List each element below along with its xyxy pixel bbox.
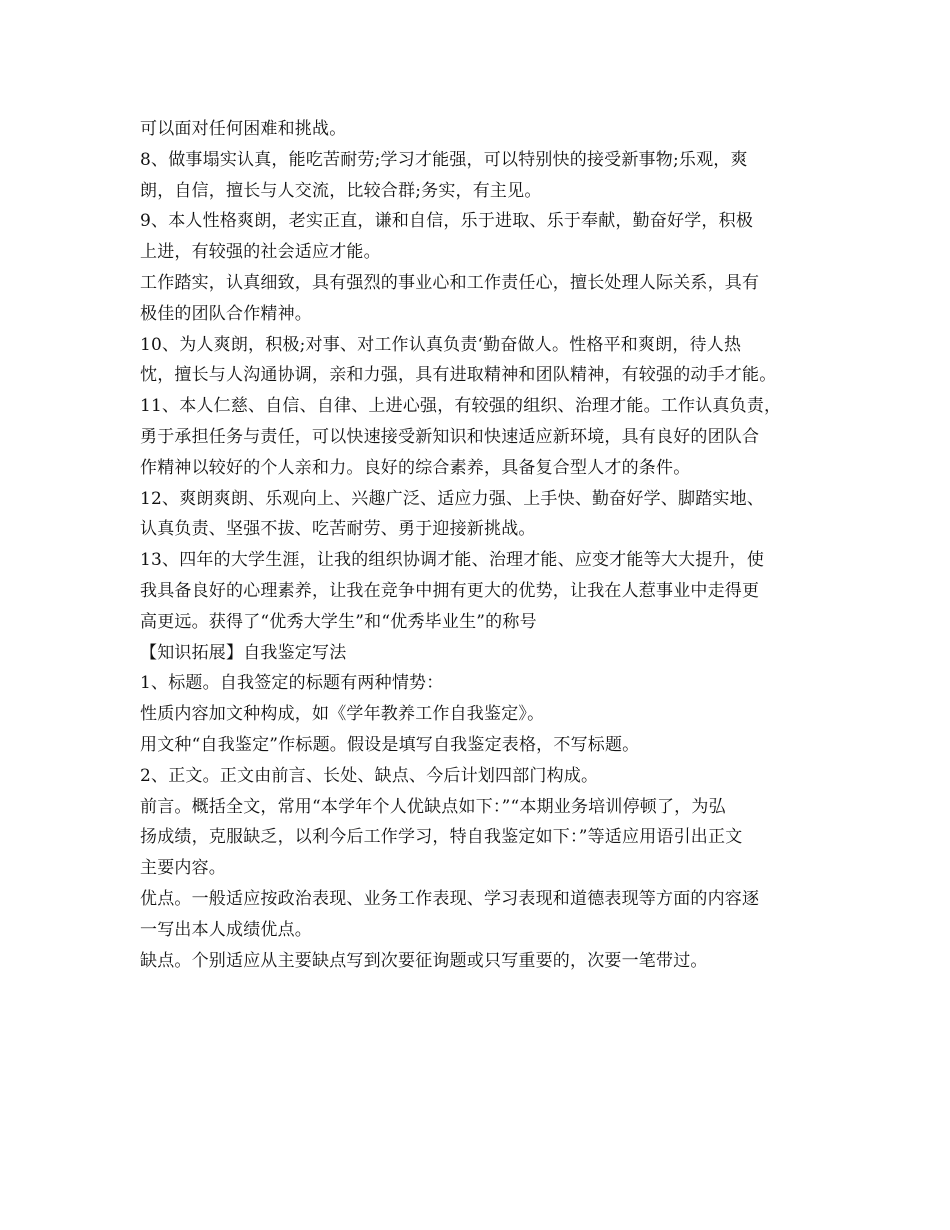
text-line: 2、正文。正文由前言、长处、缺点、今后计划四部门构成。 [140, 765, 599, 786]
text-line: 极佳的团队合作精神。 [140, 303, 312, 324]
text-line: 上进，有较强的社会适应才能。 [140, 242, 381, 263]
text-line: 10、为人爽朗，积极;对事、对工作认真负责‘勤奋做人。性格平和爽朗，待人热 [140, 334, 742, 355]
text-line: 忱，擅长与人沟通协调，亲和力强，具有进取精神和团队精神，有较强的动手才能。 [140, 365, 777, 386]
text-line: 用文种“自我鉴定”作标题。假设是填写自我鉴定表格，不写标题。 [140, 734, 640, 755]
text-line: 8、做事塌实认真，能吃苦耐劳;学习才能强，可以特别快的接受新事物;乐观，爽 [140, 149, 748, 170]
text-line: 主要内容。 [140, 858, 226, 879]
text-line: 我具备良好的心理素养，让我在竞争中拥有更大的优势，让我在人惹事业中走得更 [140, 580, 760, 601]
document-body [140, 114, 820, 976]
text-line: 认真负责、坚强不拔、吃苦耐劳、勇于迎接新挑战。 [140, 519, 536, 540]
text-line: 朗，自信，擅长与人交流，比较合群;务实，有主见。 [140, 180, 542, 201]
text-line: 前言。概括全文，常用“本学年个人优缺点如下：”“本期业务培训停顿了，为弘 [140, 796, 726, 817]
text-line: 11、本人仁慈、自信、自律、上进心强，有较强的组织、治理才能。工作认真负责， [140, 396, 782, 417]
text-line: 9、本人性格爽朗，老实正直，谦和自信，乐于进取、乐于奉献，勤奋好学，积极 [140, 211, 754, 232]
text-line: 优点。一般适应按政治表现、业务工作表现、学习表现和道德表现等方面的内容逐 [140, 888, 760, 909]
text-line: 勇于承担任务与责任，可以快速接受新知识和快速适应新环境，具有良好的团队合 [140, 426, 760, 447]
text-line: 12、爽朗爽朗、乐观向上、兴趣广泛、适应力强、上手快、勤奋好学、脚踏实地、 [140, 488, 765, 509]
text-line: 工作踏实，认真细致，具有强烈的事业心和工作责任心，擅长处理人际关系，具有 [140, 272, 760, 293]
text-line: 高更远。获得了“优秀大学生”和“优秀毕业生”的称号 [140, 611, 537, 632]
text-line: 性质内容加文种构成，如《学年教养工作自我鉴定》。 [140, 704, 545, 725]
text-line: 作精神以较好的个人亲和力。良好的综合素养，具备复合型人才的条件。 [140, 457, 691, 478]
text-line: 可以面对任何困难和挑战。 [140, 119, 347, 139]
section-heading: 【知识拓展】自我鉴定写法 [140, 642, 347, 663]
text-line: 1、标题。自我签定的标题有两种情势： [140, 673, 444, 694]
text-line: 缺点。个别适应从主要缺点写到次要征询题或只写重要的，次要一笔带过。 [140, 950, 708, 971]
text-line: 13、四年的大学生涯，让我的组织协调才能、治理才能、应变才能等大大提升，使 [140, 550, 765, 571]
text-line: 一写出本人成绩优点。 [140, 919, 312, 940]
text-line: 扬成绩，克服缺乏，以利今后工作学习，特自我鉴定如下：”等适应用语引出正文 [140, 827, 743, 848]
